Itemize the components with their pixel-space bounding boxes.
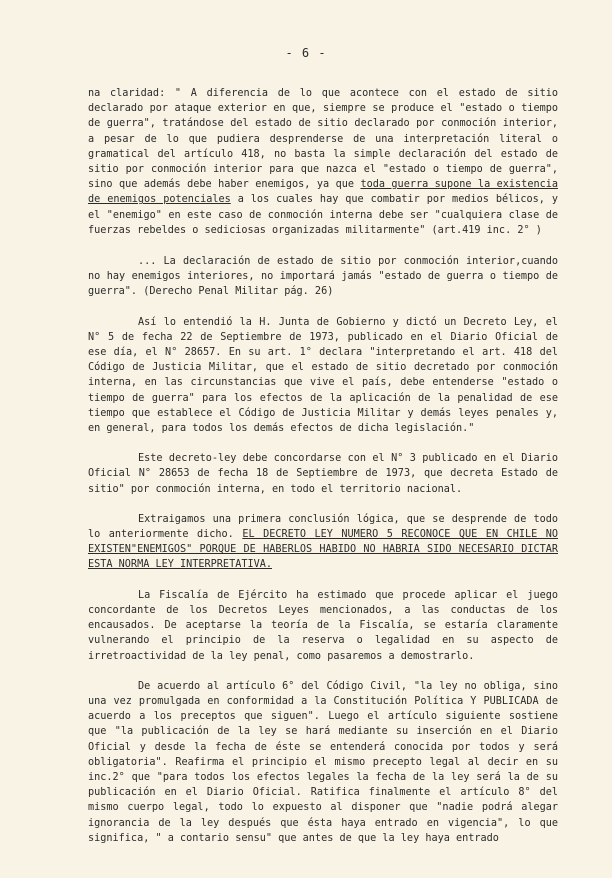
text-segment: De acuerdo al artículo 6° del Código Civil, "la ley no obliga, sino una vez promulgada en conformidad a la Constitución Política Y PUBLICADA de acuerdo a los preceptos que siguen". Luego el artículo siguiente sostiene que "la publicación de la ley se hará mediante su inserción en el Diario Oficial y desde la fecha de éste se entenderá conocida por todos y será obligatoria". Reafirma el principio el mismo precepto legal al decir en su inc.2° que "para todos los efectos legales la fecha de la ley será la de su publicación en el Diario Oficial. Ratifica finalmente el artículo 8° del mismo cuerpo legal, todo lo expuesto al disponer que "nadie podrá alegar ignorancia de la ley después que ésta haya entrado en vigencia", lo que significa, " a contario sensu" que antes de que la ley haya entrado xyxy=(88,680,558,844)
document-body xyxy=(88,86,558,861)
text-segment: Este decreto-ley debe concordarse con el N° 3 publicado en el Diario Oficial N° 28653 de fecha 18 de Septiembre de 1973, que decreta Estado de sitio" por conmoción interna, en todo el territorio nacional. xyxy=(88,453,558,495)
text-segment: Extraigamos una primera conclusión lógica, que se desprende de todo lo anteriormente dicho. xyxy=(88,513,558,541)
paragraph-decreto-ley-3 xyxy=(88,451,558,497)
text-segment: La Fiscalía de Ejército ha estimado que procede aplicar el juego concordante de los Decretos Leyes mencionados, a las conductas de los encausados. De aceptarse la teoría de la Fiscalía, se estaría claramente vulnerando el principio de la reserva o legalidad en su aspecto de irretroactividad de la ley penal, como pasaremos a demostrarlo. xyxy=(88,589,558,662)
text-segment: ... La declaración de estado de sitio por conmoción interior,cuando no hay enemigos interiores, no importará jamás "estado de guerra o tiempo de guerra". (Derecho Penal Militar pág. 26) xyxy=(88,256,558,298)
paragraph-fiscalia xyxy=(88,588,558,664)
paragraph-quote-claridad xyxy=(88,86,558,238)
text-segment: Así lo entendió la H. Junta de Gobierno y dictó un Decreto Ley, el N° 5 de fecha 22 de Septiembre de 1973, publicado en el Diario Oficial de ese día, el N° 28657. En su art. 1° declara "interpretando el art. 418 del Código de Justicia Militar, que el estado de sitio decretado por conmoción interna, en las circunstancias que vive el país, debe entenderse "estado o tiempo de guerra" para los efectos de la aplicación de la penalidad de ese tiempo que establece el Código de Justicia Militar y demás leyes penales y, en general, para todos los demás efectos de dicha legislación." xyxy=(88,316,558,435)
text-segment: a los cuales hay que combatir por medios bélicos, y el "enemigo" en este caso de conmoción interna debe ser "cualquiera clase de fuerzas rebeldes o sediciosas organizadas militarmente" (art.419 inc. 2° ) xyxy=(88,194,558,236)
text-segment: na claridad: " A diferencia de lo que acontece con el estado de sitio declarado por ataque exterior en que, siempre se produce el "estado o tiempo de guerra", tratándose del estado de sitio declarado por conmoción interior, a pesar de lo que pudiera desprenderse de una interpretación literal o gramatical del artículo 418, no basta la simple declaración del estado de sitio por conmoción interior para que nazca el "estado o tiempo de guerra", sino que además debe haber enemigos, ya que xyxy=(88,88,558,191)
underlined-segment: EL DECRETO LEY NUMERO 5 RECONOCE QUE EN CHILE NO EXISTEN"ENEMIGOS" PORQUE DE HABERLOS HABIDO NO HABRIA SIDO NECESARIO DICTAR ESTA NORMA LEY INTERPRETATIVA. xyxy=(88,529,559,571)
paragraph-codigo-civil xyxy=(88,679,558,846)
paragraph-decreto-ley-5 xyxy=(88,315,558,437)
paragraph-conclusion xyxy=(88,512,558,573)
page-number: - 6 - xyxy=(285,46,327,60)
paragraph-quote-conmocion xyxy=(88,254,558,300)
underlined-segment: toda guerra supone la existencia de enemigos potenciales xyxy=(88,179,558,206)
